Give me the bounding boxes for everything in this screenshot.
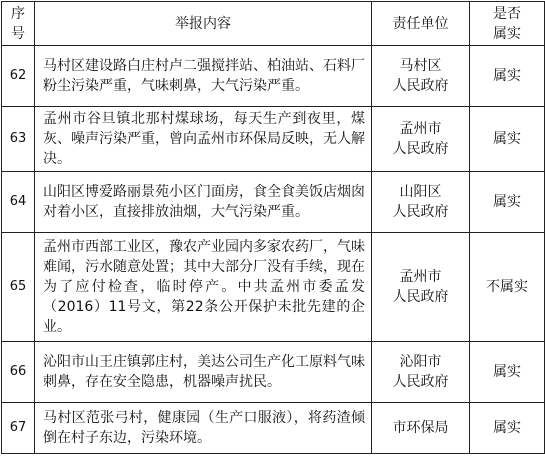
- header-content: 举报内容: [35, 2, 372, 46]
- responsible-unit: 孟州市 人民政府: [372, 233, 470, 342]
- table-row: [2, 172, 545, 233]
- verdict: 属实: [470, 342, 545, 403]
- verdict: 属实: [470, 172, 545, 233]
- report-content: 孟州市西部工业区，豫农产业园内多家农药厂，气味难闻，污水随意处置；其中大部分厂没有手续，现在为了应付检查，临时停产。中共孟州市委孟发（2016）11号文，第22条公开保护未批先建的企业。: [35, 233, 372, 342]
- header-seq: 序 号: [2, 2, 35, 46]
- report-content: 山阳区博爱路丽景苑小区门面房，食全食美饭店烟囱对着小区，直接排放油烟，大气污染严重。: [35, 172, 372, 233]
- verdict: 不属实: [470, 233, 545, 342]
- report-content: 马村区范张弓村，健康园（生产口服液），将药渣倾倒在村子东边，污染环境。: [35, 403, 372, 454]
- table-row: [2, 233, 545, 342]
- responsible-unit: 孟州市 人民政府: [372, 107, 470, 172]
- report-content: 马村区建设路白庄村卢二强搅拌站、柏油站、石料厂粉尘污染严重，气味刺鼻，大气污染严重。: [35, 46, 372, 107]
- responsible-unit: 马村区 人民政府: [372, 46, 470, 107]
- row-number: 62: [2, 46, 35, 107]
- responsible-unit: 沁阳市 人民政府: [372, 342, 470, 403]
- report-content: 沁阳市山王庄镇郭庄村，美达公司生产化工原料气味刺鼻，存在安全隐患，机器噪声扰民。: [35, 342, 372, 403]
- report-content: 孟州市谷旦镇北那村煤球场，每天生产到夜里，煤灰、噪声污染严重，曾向孟州市环保局反映，无人解决。: [35, 107, 372, 172]
- row-number: 64: [2, 172, 35, 233]
- row-number: 65: [2, 233, 35, 342]
- responsible-unit: 市环保局: [372, 403, 470, 454]
- table-row: [2, 46, 545, 107]
- table-row: [2, 403, 545, 454]
- header-row: [2, 2, 545, 46]
- verdict: 属实: [470, 403, 545, 454]
- report-table: [1, 1, 545, 454]
- row-number: 67: [2, 403, 35, 454]
- row-number: 63: [2, 107, 35, 172]
- responsible-unit: 山阳区 人民政府: [372, 172, 470, 233]
- verdict: 属实: [470, 46, 545, 107]
- table-row: [2, 107, 545, 172]
- table-row: [2, 342, 545, 403]
- header-verdict: 是否 属实: [470, 2, 545, 46]
- row-number: 66: [2, 342, 35, 403]
- header-unit: 责任单位: [372, 2, 470, 46]
- verdict: 属实: [470, 107, 545, 172]
